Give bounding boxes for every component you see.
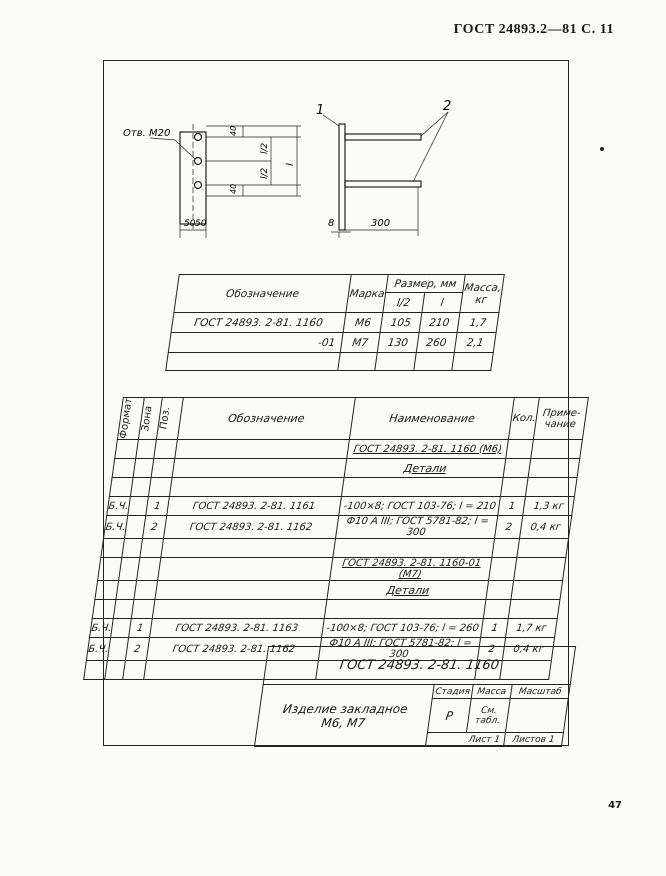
spec-col-note: Приме-чание (534, 398, 589, 440)
spec-col-designation: Обозначение (177, 398, 355, 440)
mass-label: Масса (471, 685, 512, 699)
spec-col-qty: Кол. (509, 398, 540, 440)
spec-table (83, 397, 589, 680)
ink-dot (600, 147, 604, 151)
title-block-code: ГОСТ 24893. 2-81. 1160 (263, 647, 575, 685)
variant-col-designation: Обозначение (174, 275, 351, 313)
group2-section: Детали (327, 581, 489, 600)
group1-title: ГОСТ 24893. 2-81. 1160 (М6) (347, 440, 509, 459)
table-row (166, 353, 494, 371)
variant-col-size: Размер, мм (386, 275, 466, 293)
variant-col-mass-label: Масса, (463, 281, 503, 294)
variant-table (165, 274, 505, 371)
spec-col-format: Формат (117, 398, 144, 440)
table-row (115, 440, 583, 459)
hole-label: Отв. М20 (123, 128, 171, 139)
anchor-bar-top (345, 134, 421, 140)
callout-1: 1 (316, 103, 325, 118)
stud-hole-bottom (195, 182, 202, 189)
variant-col-mass (460, 275, 504, 313)
mass-value-line1: См. (480, 705, 498, 716)
table-row: Б.Ч. 1 ГОСТ 24893. 2-81. 1163 -100×8; ГОСТ 103-76; l = 260 1 1,7 кг (90, 619, 558, 638)
item-name-line1: Изделие закладное (282, 701, 409, 716)
scale-value (505, 699, 568, 733)
table-row: Б.Ч. 1 ГОСТ 24893. 2-81. 1161 -100×8; ГОСТ 103-76; l = 210 1 1,3 кг (107, 497, 575, 516)
table-row (92, 600, 560, 619)
variant-col-mass-unit: кг (474, 293, 489, 306)
page-number: 47 (608, 800, 622, 811)
dim-40-top: 40 (229, 125, 238, 136)
table-row: Б.Ч. 2 ГОСТ 24893. 2-81. 1162 Ф10 А III; ГОСТ 5781-82; l = 300 2 0,4 кг (104, 516, 572, 539)
spec-col-name: Наименование (350, 398, 515, 440)
variant-col-l: l (421, 293, 462, 313)
dim-8: 8 (328, 218, 335, 229)
stage-label: Стадия (432, 685, 473, 699)
title-block-item-name (254, 685, 434, 747)
group1-section: Детали (344, 459, 506, 478)
dim-l: l (285, 163, 296, 166)
callout-2: 2 (443, 99, 452, 114)
hole-m20 (195, 158, 202, 165)
spec-col-zone: Зона (138, 398, 162, 440)
anchor-bar-bottom (345, 181, 421, 187)
dim-50-left: 50 (184, 219, 196, 229)
item-name-line2: М6, М7 (320, 715, 367, 730)
spec-col-pos: Поз. (156, 398, 183, 440)
variant-col-mark: Марка (346, 275, 388, 313)
stud-hole-top (195, 134, 202, 141)
table-row: -01 М7 130 260 2,1 (168, 333, 496, 353)
mass-value-line2: табл. (474, 715, 501, 726)
sheets-label: Листов 1 (503, 733, 563, 747)
stage-value: Р (427, 699, 471, 733)
variant-col-half-l: l/2 (383, 293, 424, 313)
sheet-label: Лист 1 (425, 733, 505, 747)
table-row (112, 459, 580, 478)
table-row (101, 539, 569, 558)
mass-value (466, 699, 510, 733)
table-row: ГОСТ 24893. 2-81. 1160 М6 105 210 1,7 (171, 313, 499, 333)
dim-40-bottom: 40 (229, 183, 238, 194)
title-block (254, 646, 576, 747)
table-row (95, 581, 563, 600)
dim-300: 300 (371, 218, 391, 229)
page-header: ГОСТ 24893.2—81 С. 11 (453, 22, 614, 37)
plate-side-view (339, 124, 345, 230)
technical-drawing (103, 60, 569, 280)
table-row (109, 478, 577, 497)
table-row (98, 558, 566, 581)
group2-title: ГОСТ 24893. 2-81. 1160-01 (М7) (330, 558, 492, 581)
dim-50-right: 50 (195, 219, 207, 229)
table-row: Б.Ч. 2 ГОСТ 24893. 2-81. 1162 Ф10 А III; ГОСТ 5781-82; l = 300 2 0,4 кг (86, 638, 554, 661)
dim-half-l-top: l/2 (260, 142, 270, 154)
dim-half-l-bottom: l/2 (260, 167, 270, 179)
scale-label: Масштаб (510, 685, 570, 699)
